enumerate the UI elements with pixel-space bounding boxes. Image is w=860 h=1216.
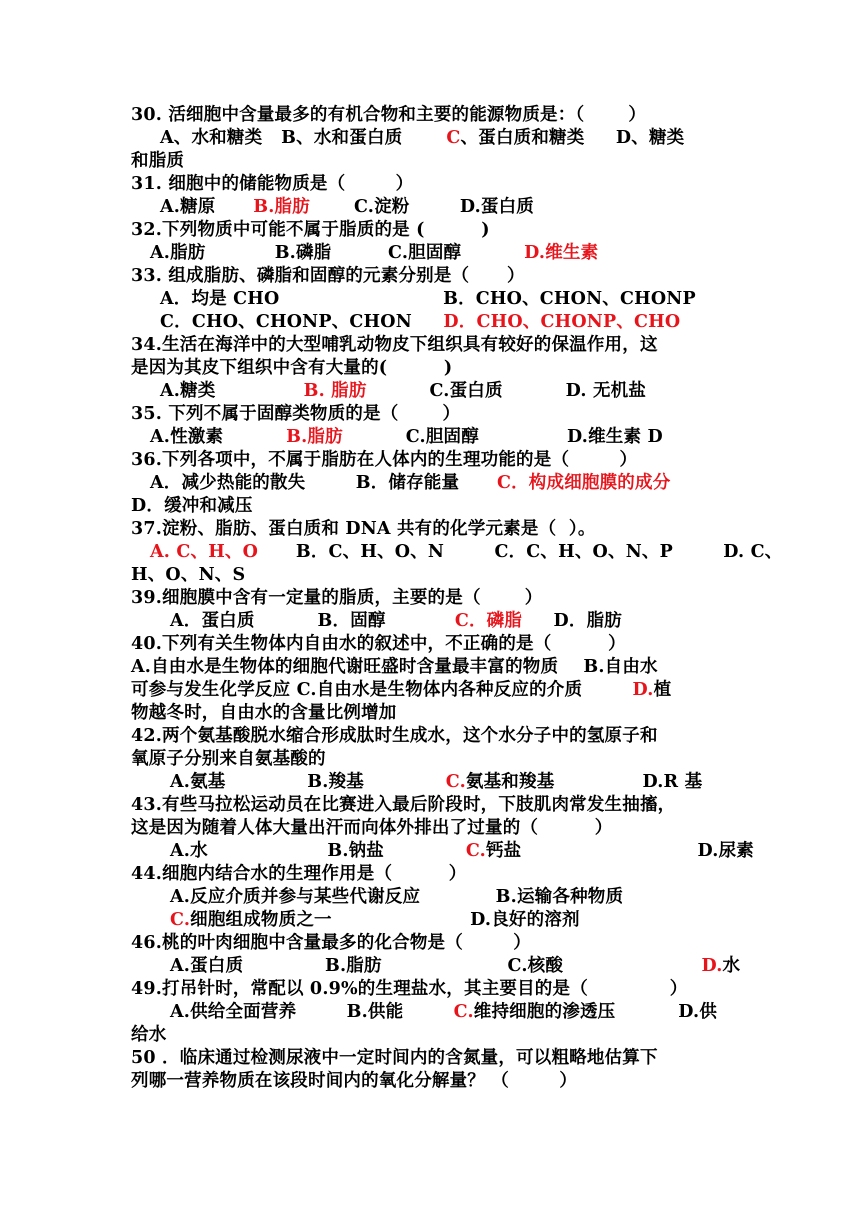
text-line — [160, 127, 684, 150]
text-line — [160, 288, 696, 311]
text-line — [131, 794, 675, 817]
line-text: A.氨基 B.羧基 — [170, 772, 446, 792]
line-text: 33. 组成脂肪、磷脂和固醇的元素分别是（ ） — [131, 266, 525, 286]
line-text: A.自由水是生物体的细胞代谢旺盛时含量最丰富的物质 B.自由水 — [131, 657, 658, 677]
line-text: A、水和糖类 B、水和蛋白质 — [160, 128, 447, 148]
line-text: C.淀粉 D.蛋白质 — [309, 197, 534, 217]
text-line — [170, 955, 740, 978]
text-line — [131, 932, 531, 955]
line-text: 36.下列各项中，不属于脂肪在人体内的生理功能的是（ ） — [131, 450, 638, 470]
line-text: 氧原子分别来自氨基酸的 — [131, 749, 326, 769]
text-line — [131, 633, 626, 656]
answer-text: C. — [445, 772, 466, 792]
answer-text: B.脂肪 — [286, 427, 343, 447]
answer-text: D. — [701, 956, 723, 976]
text-line — [131, 334, 658, 357]
text-line — [131, 357, 452, 380]
text-line — [160, 380, 646, 403]
answer-text: C．构成细胞膜的成分 — [496, 473, 671, 493]
line-text: 列哪一营养物质在该段时间内的氧化分解量？ （ ） — [131, 1071, 578, 1091]
line-text: A.糖原 — [160, 197, 254, 217]
text-line — [170, 840, 754, 863]
text-line — [170, 909, 580, 932]
text-line — [131, 495, 253, 518]
line-text: 46.桃的叶肉细胞中含量最多的化合物是（ ） — [131, 933, 531, 953]
line-text: 34.生活在海洋中的大型哺乳动物皮下组织具有较好的保温作用，这 — [131, 335, 658, 355]
text-line — [131, 725, 658, 748]
answer-text: B.脂肪 — [253, 197, 310, 217]
answer-text: C — [446, 128, 461, 148]
answer-text: A. C、H、O — [150, 542, 259, 562]
answer-text: C. — [170, 910, 191, 930]
text-line — [150, 541, 782, 564]
text-line — [131, 679, 671, 702]
line-text: 维持细胞的渗透压 D.供 — [473, 1002, 718, 1022]
text-line — [131, 863, 466, 886]
text-line — [131, 403, 460, 426]
text-line — [170, 610, 622, 633]
text-line — [131, 702, 397, 725]
line-text: A.性激素 — [150, 427, 287, 447]
line-text: 是因为其皮下组织中含有大量的( ) — [131, 358, 453, 378]
answer-text: C. — [453, 1002, 474, 1022]
line-text: 49.打吊针时，常配以 0.9%的生理盐水，其主要目的是（ ） — [131, 979, 688, 999]
text-line — [131, 817, 612, 840]
text-line — [150, 472, 670, 495]
text-line — [131, 104, 646, 127]
line-text: 钙盐 D.尿素 — [485, 841, 754, 861]
line-text: 40.下列有关生物体内自由水的叙述中，不正确的是（ ） — [131, 634, 626, 654]
text-line — [131, 219, 490, 242]
text-line — [131, 449, 637, 472]
line-text: 50 ．临床通过检测尿液中一定时间内的含氮量，可以粗略地估算下 — [131, 1048, 658, 1068]
line-text: C.胆固醇 D.维生素 D — [342, 427, 663, 447]
line-text: 、蛋白质和糖类 D、糖类 — [460, 128, 685, 148]
line-text: A.脂肪 B.磷脂 C.胆固醇 — [150, 243, 525, 263]
line-text: 35. 下列不属于固醇类物质的是（ ） — [131, 404, 461, 424]
text-line — [131, 564, 245, 587]
text-line — [131, 265, 525, 288]
line-text: 这是因为随着人体大量出汗而向体外排出了过量的（ ） — [131, 818, 613, 838]
line-text: A．均是 CHO B．CHO、CHON、CHONP — [160, 289, 696, 309]
line-text: A.糖类 — [160, 381, 304, 401]
line-text: 可参与发生化学反应 C.自由水是生物体内各种反应的介质 — [131, 680, 633, 700]
line-text: A.蛋白质 B.脂肪 C.核酸 — [170, 956, 702, 976]
text-line — [160, 196, 534, 219]
line-text: 32.下列物质中可能不属于脂质的是 ( ) — [131, 220, 490, 240]
answer-text: C．磷脂 — [454, 611, 523, 631]
line-text: 39.细胞膜中含有一定量的脂质，主要的是（ ） — [131, 588, 543, 608]
answer-text: D.维生素 — [524, 243, 599, 263]
line-text: 42.两个氨基酸脱水缩合形成肽时生成水，这个水分子中的氢原子和 — [131, 726, 658, 746]
text-line — [131, 748, 326, 771]
text-line — [131, 1024, 166, 1047]
line-text: 44.细胞内结合水的生理作用是（ ） — [131, 864, 467, 884]
text-line — [131, 656, 658, 679]
text-line — [170, 1001, 717, 1024]
answer-text: B. 脂肪 — [303, 381, 367, 401]
line-text: 30. 活细胞中含量最多的有机合物和主要的能源物质是：（ ） — [131, 105, 647, 125]
text-line — [131, 978, 687, 1001]
answer-text: D. — [632, 680, 654, 700]
text-line — [170, 886, 623, 909]
line-text: H、O、N、S — [131, 565, 246, 585]
text-line — [131, 1047, 658, 1070]
line-text: 37.淀粉、脂肪、蛋白质和 DNA 共有的化学元素是（ ）。 — [131, 519, 596, 539]
text-line — [131, 587, 542, 610]
text-line — [131, 150, 184, 173]
line-text: A．蛋白质 B．固醇 — [170, 611, 455, 631]
line-text: B．C、H、O、N C．C、H、O、N、P D. C、 — [258, 542, 783, 562]
line-text: 植 — [653, 680, 672, 700]
line-text: A．减少热能的散失 B．储存能量 — [150, 473, 497, 493]
line-text: A.反应介质并参与某些代谢反应 B.运输各种物质 — [170, 887, 624, 907]
text-line — [170, 771, 702, 794]
text-line — [150, 242, 598, 265]
line-text: A.水 B.钠盐 — [170, 841, 466, 861]
line-text: 水 — [722, 956, 741, 976]
line-text: C．CHO、CHONP、CHON — [160, 312, 444, 332]
line-text: D．缓冲和减压 — [131, 496, 253, 516]
line-text: 细胞组成物质之一 D.良好的溶剂 — [190, 910, 580, 930]
text-line — [150, 426, 663, 449]
line-text: D．脂肪 — [522, 611, 622, 631]
answer-text: D．CHO、CHONP、CHO — [443, 312, 681, 332]
line-text: 物越冬时，自由水的含量比例增加 — [131, 703, 397, 723]
line-text: C.蛋白质 D. 无机盐 — [366, 381, 647, 401]
line-text: 和脂质 — [131, 151, 185, 171]
text-line — [131, 173, 413, 196]
text-line — [131, 1070, 577, 1093]
text-line — [131, 518, 596, 541]
line-text: 给水 — [131, 1025, 167, 1045]
line-text: A.供给全面营养 B.供能 — [170, 1002, 454, 1022]
line-text: 氨基和羧基 D.R 基 — [465, 772, 703, 792]
line-text: 43.有些马拉松运动员在比赛进入最后阶段时，下肢肌肉常发生抽搐， — [131, 795, 676, 815]
line-text: 31. 细胞中的储能物质是（ ） — [131, 174, 414, 194]
text-line — [160, 311, 680, 334]
answer-text: C. — [465, 841, 486, 861]
